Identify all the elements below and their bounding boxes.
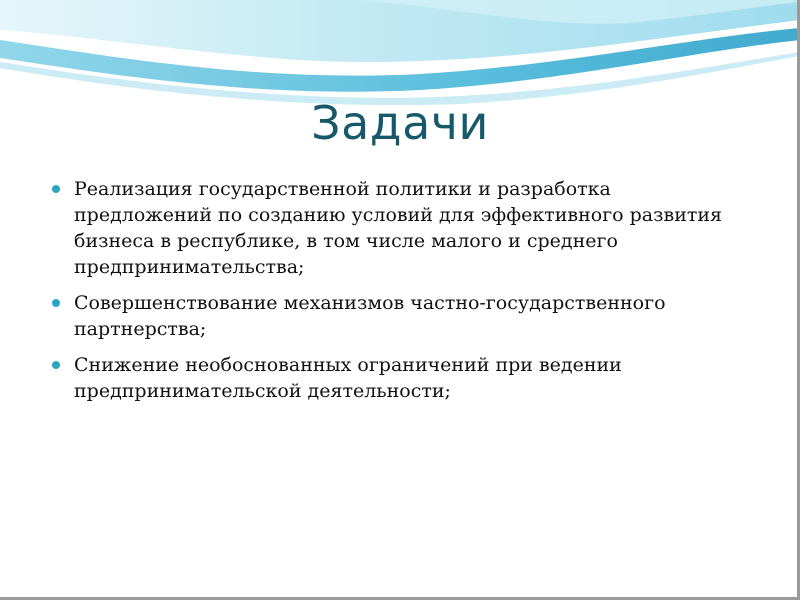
- bullet-text: Реализация государственной политики и разработка предложений по созданию условий для эффективного развития бизнеса в республике, в том числе малого и среднего предпринимательства;: [74, 178, 723, 278]
- bullet-dot-icon: [52, 299, 60, 307]
- bullet-dot-icon: [52, 185, 60, 193]
- bullet-item: [52, 176, 752, 280]
- bullet-dot-icon: [52, 361, 60, 369]
- bullet-list: [52, 176, 752, 414]
- bullet-item: [52, 352, 752, 404]
- slide-title: Задачи: [311, 96, 489, 150]
- bullet-text: Совершенствование механизмов частно-государственного партнерства;: [74, 292, 666, 340]
- header-wave-decoration: [0, 0, 800, 110]
- bullet-text: Снижение необоснованных ограничений при ведении предпринимательской деятельности;: [74, 354, 622, 402]
- bullet-item: [52, 290, 752, 342]
